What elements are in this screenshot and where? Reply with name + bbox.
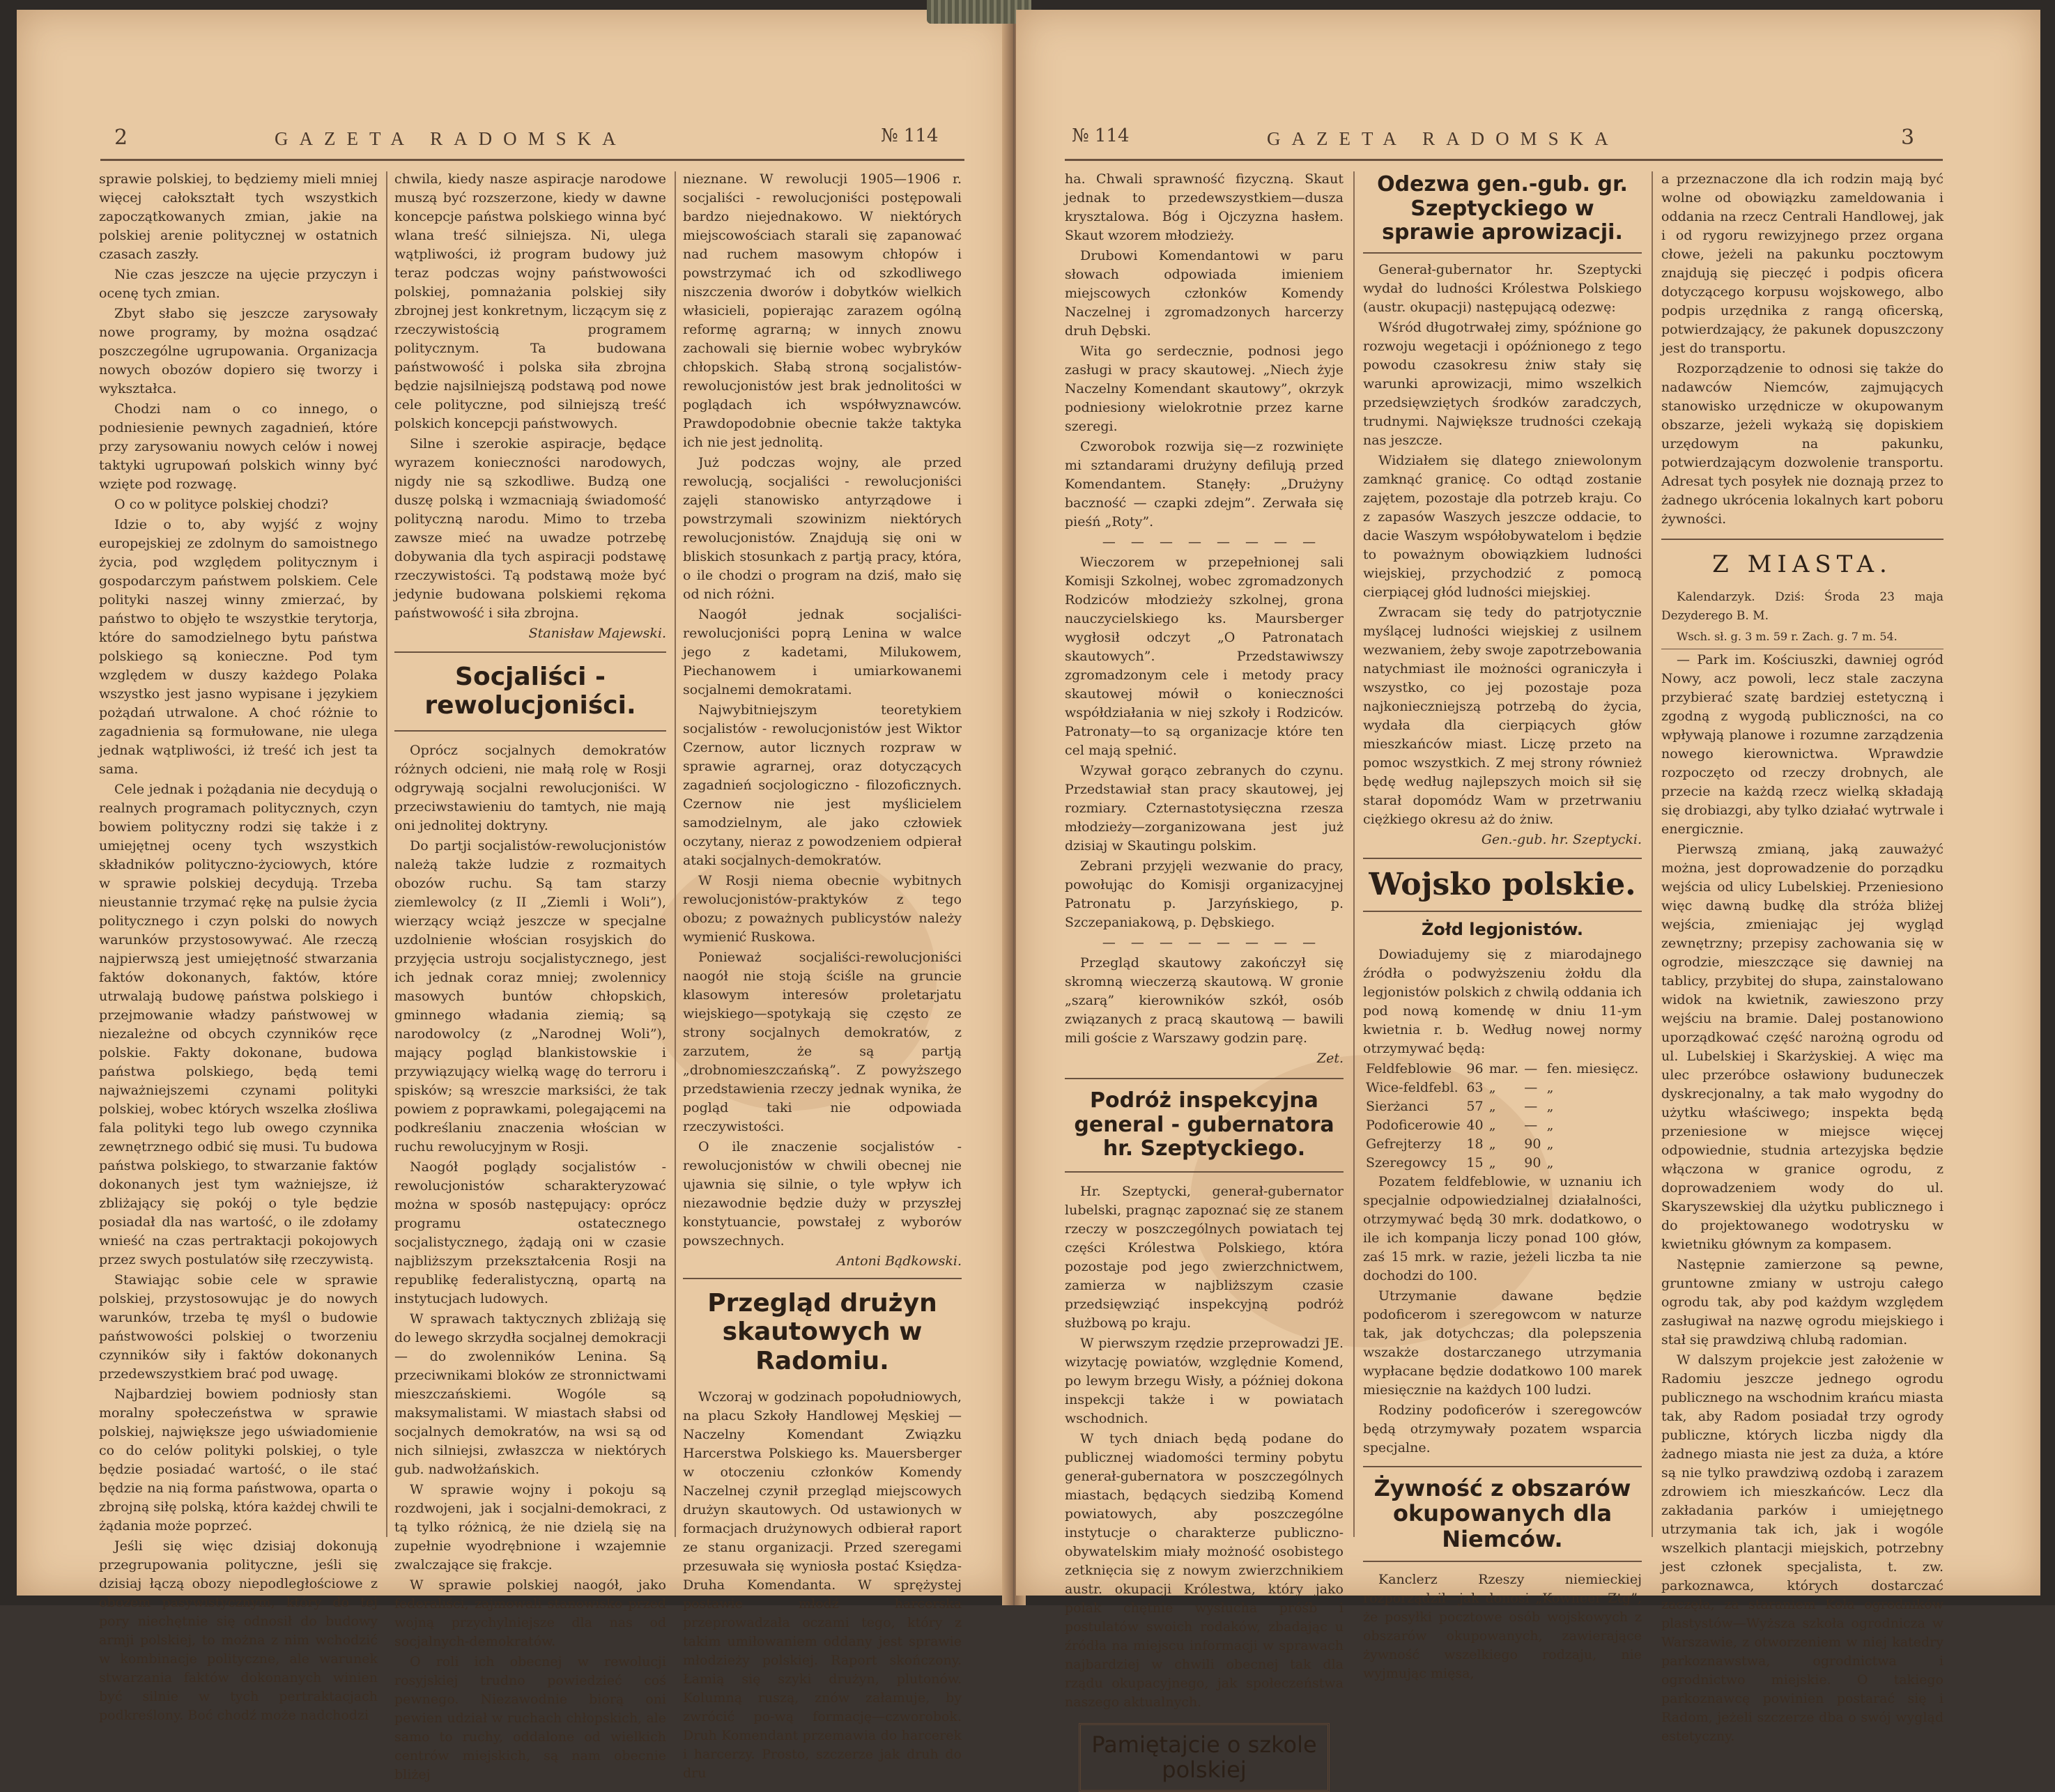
paragraph: Oprócz socjalnych demokratów różnych odcieni, nie małą rolę w Rosji odgrywają socjalni rewolucjoniści. W przeciwstawieniu do tamtych, nie mają oni jednolitej doktryny. bbox=[394, 742, 666, 833]
pay-table-cell: 40 bbox=[1466, 1117, 1484, 1133]
author-signature: Antoni Bądkowski. bbox=[836, 1253, 962, 1269]
pay-table-row bbox=[1363, 1097, 1642, 1116]
boxed-notice: Pamiętajcie o szkole polskiej bbox=[1091, 1731, 1317, 1784]
paragraph: Dowiadujemy się z miarodajnego źródła o podwyższeniu żołdu dla legjonistów polskich z chwilą oddania ich pod nową komendę w dniu 11-ym kwietnia r. b. Według nowej normy otrzymywać będą: bbox=[1363, 946, 1642, 1056]
page-number: 3 bbox=[1901, 125, 1915, 150]
section-separator: — — — — — — — — bbox=[1102, 935, 1322, 950]
paragraph: chwila, kiedy nasze aspiracje narodowe muszą być rozszerzone, kiedy w dawne koncepcje państwa polskiego winna być wlana treść silniejsza. Ni, ulega wątpliwości, iż program budowy już teraz podczas wojny państwowości polskiej, pomnażania polskiej siły zbrojnej jest konkretnym, liczącym się z rzeczywistością programem politycznym. Ta budowana państwowość i polska siła zbrojna będzie najsilniejszą podstawą pod nowe cele polityczne, pod silniejszą treść polskich koncepcji państwowych. bbox=[394, 171, 666, 431]
article-heading: Socjaliści - rewolucjoniści. bbox=[424, 663, 636, 720]
paragraph: Idzie o to, aby wyjść z wojny europejskiej ze zdolnym do samoistnego życia, pod względem politycznym i gospodarczym państwem polskiem. Cele polityki naszej winny zmierzać, by państwo to objęło te wszystkie terytorja, które do samodzielnego bytu państwa polskiego są konieczne. Pod tym względem w duszy każdego Polaka wszystko jest jasno wypisane i językiem pożądań utrwalone. A choć różnie to zagadnienia są formułowane, nie ulega jednak wątpliwości, iż treść ich jest ta sama. bbox=[99, 517, 378, 777]
page-number: 2 bbox=[114, 125, 128, 150]
pay-table-cell: 63 bbox=[1466, 1079, 1484, 1095]
header-rule bbox=[1065, 159, 1943, 161]
pay-table-cell: 90 bbox=[1524, 1154, 1541, 1171]
left-page bbox=[17, 10, 1012, 1782]
pay-table-cell: „ bbox=[1546, 1098, 1554, 1114]
paragraph: Wśród długotrwałej zimy, spóźnione go rozwoju wegetacji i opóźnionego z tego powodu czasokresu żniw stały się warunki aprowizacji, mimo wszelkich przedsięwziętych środków zaradczych, trudnymi. Największe trudności czekają nas jeszcze. bbox=[1363, 319, 1642, 448]
paragraph: Do partji socjalistów-rewolucjonistów należą także ludzie z rozmaitych obozów ruchu. Są tam starzy ziemlewolcy (z II „Ziemli i Woli”), wierzący wciąż jeszcze w specjalne uzdolnienie włościan rosyjskich do przyjęcia ustroju socjalistycznego, jest ich jednak coraz mniej; zwolennicy masowych buntów chłopskich, gminnego władania ziemią; są narodowolcy (z „Narodnej Woli”), mający pogląd blankistowskie i przywiązujący wielką wagę do terroru i spisków; są wreszcie marksiści, że tak powiem z poprawkami, polegającemi na podkreślaniu znaczenia włościan w ruchu rewolucyjnym w Rosji. bbox=[394, 837, 666, 1154]
paragraph: Najwybitniejszym teoretykiem socjalistów - rewolucjonistów jest Wiktor Czernow, autor licznych rozpraw w sprawie agrarnej, oraz dotyczących zagadnień socjologiczno - filozoficznych. Czernow nie jest myślicielem samodzielnym, ale jako człowiek oczytany, nieraz z powodzeniem odpierał ataki socjalnych-demokratów. bbox=[683, 702, 962, 868]
pay-table-cell: „ bbox=[1488, 1098, 1496, 1114]
author-signature: Zet. bbox=[1316, 1051, 1344, 1066]
pay-table-cell: Sierżanci bbox=[1366, 1098, 1429, 1114]
paragraph: ha. Chwali sprawność fizyczną. Skaut jednak to przedewszystkiem—dusza krysztalowa. Bóg i Ojczyzna hasłem. Skaut wzorem młodzieży. bbox=[1065, 171, 1344, 243]
right-column-1 bbox=[1065, 170, 1344, 1792]
issue-number: № 114 bbox=[881, 125, 939, 146]
pay-table-cell: 15 bbox=[1466, 1154, 1484, 1171]
section-heading: Z MIASTA. bbox=[1712, 550, 1893, 578]
paragraph: Pierwszą zmianą, jaką zauważyć można, jest doprowadzenie do porządku wejścia od ulicy Lubelskiej. Przeniesiono więc dawną budkę dla stróża bliżej wejścia, zmieniając jej wygląd zewnętrzny; przepisy zachowania się w ogrodzie, mieszczące się dawniej na tablicy, przybitej do słupa, zainstalowano widok na kwietnik, zawieszono przy wejściu na bramie. Dalej postanowiono uporządkować część narożną ogrodu od ul. Lubelskiej i Skarżyskiej. A więc ma ulec przeróbce osławiony buduneczek dyskrecjonalny, a tak mało wygodny do użytku właściwego; inspekta będą przeniesione w miejsce więcej odpowiednie, studnia artezyjska będzie włączona w granice ogrodu, z doprowadzeniem wody do ul. Skaryszewskiej dla użytku publicznego i do projektowanego wodotrysku w kwietniku głównym za kompasem. bbox=[1661, 842, 1944, 1253]
pay-table-row bbox=[1363, 1079, 1642, 1097]
pay-table bbox=[1363, 1060, 1642, 1173]
pay-table-cell: „ bbox=[1488, 1136, 1496, 1152]
pay-table-cell: 57 bbox=[1466, 1098, 1484, 1114]
left-column-2 bbox=[394, 170, 666, 1786]
sunrise-line: Wsch. sł. g. 3 m. 59 r. Zach. g. 7 m. 54. bbox=[1661, 627, 1944, 649]
calendar-line: Kalendarzyk. Dziś: Środa 23 maja Dezyderego B. M. bbox=[1661, 590, 1944, 624]
paragraph: Naogół jednak socjaliści-rewolucjoniści poprą Lenina w walce jego z kadetami, Milukowem, Piechanowem i umiarkowanemi socjalnemi demokratami. bbox=[683, 607, 962, 697]
pay-table-cell: Szeregowcy bbox=[1366, 1154, 1447, 1171]
paragraph: sprawie polskiej, to będziemy mieli mniej więcej całokształt tych wszystkich zapoczątkowanych zmian, jakie na polskiej arenie politycznej w ostatnich czasach zaszły. bbox=[99, 171, 378, 262]
pay-table-cell: Podoficerowie bbox=[1366, 1117, 1461, 1133]
paragraph: Kanclerz Rzeszy niemieckiej rozporządził—jak donosi „Kowneer Ztg”, że posyłki pocztowe osób wojskowych z obszarów okupowanych, zawierające żywność wszelkiego rodzaju, nie wyjmując mięsa, bbox=[1363, 1572, 1642, 1682]
paragraph: a przeznaczone dla ich rodzin mają być wolne od obowiązku zameldowania i oddania na rzecz Centrali Handlowej, jak i od rygoru rewizyjnego przez organa cłowe, jeżeli na pakunku pocztowym znajdują się pieczęć i podpis oficera dotyczącego korpusu wojskowego, albo podpis urzędnika z rangą oficerską, potwierdzający, że pakunek dopuszczony jest do transportu. bbox=[1661, 171, 1944, 356]
pay-table-row bbox=[1363, 1154, 1642, 1173]
left-column-1 bbox=[99, 170, 378, 1727]
author-signature: Stanisław Majewski. bbox=[528, 626, 666, 641]
pay-table-cell: — bbox=[1524, 1098, 1538, 1114]
paragraph: Jeśli się więc dzisiaj dokonują przegrupowania polityczne, jeśli się dzisiaj łączą obozy niepodległościowe z obozem pasywistycznym, który do tej pory niechętnie się odnosił do budowy armji polskiej, to można z nim wchodzić w kombinacje polityczne, ale warunek stwarzania faktów dokonanych winien być silnie w tych pertraktacjach podkreślony. Boć chodź może nadchodzi bbox=[99, 1538, 378, 1723]
right-column-2 bbox=[1363, 170, 1642, 1685]
paragraph: — Park im. Kościuszki, dawniej ogród Nowy, acz powoli, lecz stale zaczyna przybierać szatę bardziej estetyczną i zgodną z wygodą publiczności, na co wpływają planowe i rozumne zarządzenia nowego kierownictwa. Wprawdzie rozpoczęto od rzeczy drobnych, ale przecie na każdą rzecz wielką składają się drobiazgi, aby tylko działać wytrwale i energicznie. bbox=[1661, 652, 1944, 837]
paragraph: O ile znaczenie socjalistów - rewolucjonistów w chwili obecnej nie ujawnia się silnie, o tyle wpływ ich niezawodnie będzie duży w przyszłej konstytuancie, powstałej z wyborów powszechnych. bbox=[683, 1139, 962, 1249]
pay-table-cell: mar. bbox=[1488, 1060, 1519, 1076]
paragraph: Ponieważ socjaliści-rewolucjoniści naogół nie stoją ściśle na gruncie klasowym interesów proletarjatu wiejskiego—spotykają się często ze strony socjalnych demokratów, z zarzutem, że są partją „drobnomieszczańską”. Z powyższego przedstawienia rzeczy jednak wynika, że pogląd taki nie odpowiada rzeczywistości. bbox=[683, 950, 962, 1134]
paragraph: Czworobok rozwija się—z rozwinięte mi sztandarami drużyny defilują przed Komendantem. Stanęły: „Drużyny baczność — czapki zdejm”. Zerwała się pieśń „Roty”. bbox=[1065, 439, 1344, 530]
paragraph: W Rosji niema obecnie wybitnych rewolucjonistów-praktyków z tego obozu; z poważnych publicystów należy wymienić Ruskowa. bbox=[683, 873, 962, 945]
pay-table-cell: „ bbox=[1546, 1154, 1554, 1171]
header-rule bbox=[100, 159, 964, 161]
paragraph: Zebrani przyjęli wezwanie do pracy, powołując do Komisji organizacyjnej Patronatu p. Jarzyńskiego, p. Szczepaniakową, p. Dębskiego. bbox=[1065, 858, 1344, 930]
paragraph: O roli ich obecnej w rewolucji rosyjskiej trudno powiedzieć coś pewnego. Niezawodnie biorą oni pewien udział w ruchach chłopskich, ale samo to ruchy, oddalone od wielkich centrów miejskich, są nam obecnie bliżej bbox=[394, 1653, 666, 1782]
right-column-3 bbox=[1661, 170, 1944, 1747]
column-rule bbox=[386, 171, 387, 1537]
paragraph: Hr. Szeptycki, generał-gubernator lubelski, pragnąc zapoznać się ze stanem rzeczy w poszczególnych powiatach tej części Królestwa Polskiego, która pozostaje pod jego zwierzchnictwem, zamierza w najbliższym czasie przedsięwziąć inspekcyjną podróż służbową po kraju. bbox=[1065, 1183, 1344, 1331]
paragraph: Chodzi nam o co innego, o podniesienie pewnych zagadnień, które przy zarysowaniu nowych celów i nowej taktyki ugrupowań polskich winny być wzięte pod rozwagę. bbox=[99, 401, 378, 492]
paragraph: nieznane. W rewolucji 1905—1906 r. socjaliści - rewolucjoniści postępowali bardzo niejednakowo. W niektórych miejscowościach starali się zapanować nad ruchem masowym chłopów i powstrzymać ich od szkodliwego niszczenia dworów i dobytków wielkich własicieli, popierając zarazem ogólną reformę agrarną; w innych znowu zachowali się biernie wobec wybryków chłopskich. Słabą stroną socjalistów-rewolucjonistów jest brak jednolitości w poglądach ich współwyznawców. Prawdopodobnie obecnie także taktyka ich nie jest jednolitą. bbox=[683, 171, 962, 450]
paragraph: Silne i szerokie aspiracje, będące wyrazem konieczności narodowych, nigdy nie są szkodliwe. Budzą one duszę polską i wzmacniają świadomość polityczną narodu. Mimo to trzeba zawsze mieć na uwadze potrzebę dobywania dla tych aspiracji podstawę rzeczywistości. Tą podstawą może być jedynie budowana polskiemi rękoma państwowość i siła zbrojna. bbox=[394, 436, 666, 621]
paragraph: Wita go serdecznie, podnosi jego zasługi w pracy skautowej. „Niech żyje Naczelny Komendant skautowy”, okrzyk podniesiony wielokrotnie przez karne szeregi. bbox=[1065, 343, 1344, 434]
article-heading: Podróż inspekcyjna general - gubernatora hr. Szeptyckiego. bbox=[1074, 1088, 1334, 1161]
paragraph: Zbyt słabo się jeszcze zarysowały nowe programy, by można osądzać poszczególne ugrupowania. Organizacja nowych obozów dopiero się tworzy i wykształca. bbox=[99, 306, 378, 396]
paragraph: Rodziny podoficerów i szeregowców będą otrzymywały pozatem wsparcia specjalne. bbox=[1363, 1402, 1642, 1455]
paragraph: Najbardziej bowiem podniosły stan moralny społeczeństwa w sprawie polskiej, największe jego uświadomienie co do celów polityki polskiej, o tyle będzie posiadać wartość, o ile stać będzie na nią forma państwowa, oparta o zbrojną siłę polską, która każdej chwili te żądania może poprzeć. bbox=[99, 1387, 378, 1534]
paragraph: W pierwszym rzędzie przeprowadzi JE. wizytację powiatów, względnie Komend, po lewym brzegu Wisły, a później dokona inspekcji także i w powiatach wschodnich. bbox=[1065, 1335, 1344, 1426]
pay-table-cell: „ bbox=[1546, 1117, 1554, 1133]
pay-table-row bbox=[1363, 1060, 1642, 1079]
paragraph: Nie czas jeszcze na ujęcie przyczyn i ocenę tych zmian. bbox=[99, 267, 378, 301]
paragraph: Następnie zamierzone są pewne, gruntowne zmiany w ustroju całego ogrodu tak, aby pod każdym względem zasługiwał na nazwę ogrodu miejskiego i stał się prawdziwą chlubą radomian. bbox=[1661, 1257, 1944, 1348]
paragraph: W sprawie wojny i pokoju są rozdwojeni, jak i socjalni-demokraci, z tą tylko różnicą, że nie dzielą się na zupełnie wyodrębnione i wzajemnie zwalczające się frakcje. bbox=[394, 1481, 666, 1573]
pay-table-row bbox=[1363, 1135, 1642, 1154]
pay-table-cell: „ bbox=[1488, 1117, 1496, 1133]
paragraph: Przegląd skautowy zakończył się skromną wieczerzą skautową. W gronie „szarą” kierowników szkół, osób związanych z pracą skautową — bawili mili goście z Warszawy godzin parę. bbox=[1065, 955, 1344, 1046]
masthead-title: GAZETA RADOMSKA bbox=[1267, 128, 1619, 149]
pay-table-cell: Feldfeblowie bbox=[1366, 1060, 1452, 1076]
paragraph: Wieczorem w przepełnionej sali Komisji Szkolnej, wobec zgromadzonych Rodziców młodzieży szkolnej, grona nauczycielskiego ks. Maursberger wygłosił odczyt „O Patronatach skautowych”. Przedstawiwszy zgromadzonym cele i metody pracy skautowej mówił o konieczności współdziałania w niej szkoły i Rodziców. Patronaty—to są organizacje które ten cel mają spełnić. bbox=[1065, 555, 1344, 758]
paragraph: Rozporządzenie to odnosi się także do nadawców Niemców, zajmujących stanowisko urzędnicze w okupowanym obszarze, jeżeli wykażą się dopiskiem urzędowym na pakunku, potwierdzającym dozwolenie transportu. Adresat tych posyłek nie doznają przez to żadnego ukrócenia lokalnych kart poboru żywności. bbox=[1661, 361, 1944, 527]
article-heading: Żywność z obszarów okupowanych dla Niemców. bbox=[1373, 1474, 1631, 1553]
pay-table-cell: „ bbox=[1488, 1079, 1496, 1095]
article-heading: Przegląd drużyn skautowych w Radomiu. bbox=[707, 1289, 937, 1375]
paragraph: Drubowi Komendantowi w paru słowach odpowiada imieniem miejscowych członków Komendy Naczelnej i zgromadzonych harcerzy druh Dębski. bbox=[1065, 248, 1344, 339]
paragraph: Utrzymanie dawane będzie podoficerom i szeregowcom w naturze tak, jak dotychczas; dla polepszenia wszakże dostarczanego utrzymania wypłacane będzie dodatkowo 100 marek miesięcznie na każdych 100 ludzi. bbox=[1363, 1288, 1642, 1398]
paragraph: Wzywał gorąco zebranych do czynu. Przedstawiał stan pracy skautowej, jej rozmiary. Czternastotysięczna rzesza młodzieży—zorganizowana jest już dzisiaj w Skautingu polskim. bbox=[1065, 763, 1344, 853]
pay-table-cell: 90 bbox=[1524, 1136, 1541, 1152]
article-heading: Odezwa gen.-gub. gr. Szeptyckiego w sprawie aprowizacji. bbox=[1377, 172, 1628, 245]
right-page bbox=[1016, 10, 2040, 1784]
pay-table-cell: Gefrejterzy bbox=[1366, 1136, 1442, 1152]
section-separator: — — — — — — — — bbox=[1102, 534, 1322, 550]
pay-table-cell: „ bbox=[1546, 1079, 1554, 1095]
left-column-3 bbox=[683, 170, 962, 1784]
pay-table-cell: — bbox=[1524, 1079, 1538, 1095]
paragraph: W dalszym projekcie jest założenie w Radomiu jeszcze jednego ogrodu publicznego na wschodnim krańcu miasta tak, aby Radom posiadał trzy ogrody publiczne, których liczba nigdy dla żadnego miasta nie jest za duża, a które są nie tylko prawdziwą ozdobą i zarazem zdrowiem ich mieszkańców. Lecz dla zakładania parków i umiejętnego utrzymania tak ich, jak i wogóle wszelkich plantacji miejskich, potrzebny jest członek specjalista, t. zw. parkoznawca, których dostarczać zaczęła, za staraniem Koła ogrodników plastystów—Wyższa szkoła ogrodnicza w Warszawie, z otworzeniem w niej katedry parkoznawstwa, ogrodnictwa i ogrodnictwo miejskie. O takiego parkoznawcę powinien postarać się i Radom, jeżeli szczerze dba o swój wygląd estetyczny. bbox=[1661, 1352, 1944, 1745]
pay-table-cell: 96 bbox=[1466, 1060, 1484, 1076]
paragraph: W sprawie polskiej naogół, jako federaliści, zajmowali stanowisko przed wojną przychylniejsze dla nas od socjalnych-demokratów. bbox=[394, 1577, 666, 1649]
column-rule bbox=[675, 171, 676, 1537]
pay-table-cell: „ bbox=[1546, 1136, 1554, 1152]
author-signature: Gen.-gub. hr. Szeptycki. bbox=[1481, 831, 1642, 847]
pay-table-cell: fen. miesięcz. bbox=[1546, 1060, 1639, 1076]
issue-number: № 114 bbox=[1072, 125, 1130, 146]
paragraph: O co w polityce polskiej chodzi? bbox=[114, 497, 329, 512]
paragraph: W sprawach taktycznych zbliżają się do lewego skrzydła socjalnej demokracji — do zwolenników Lenina. Są przeciwnikami bloków ze stronnictwami mieszczańskiemi. Wogóle są maksymalistami. W miastach słabsi od socjalnych demokratów, na wsi są od nich silniejsi, zwłaszcza w niektórych gub. nadwołżańskich. bbox=[394, 1311, 666, 1477]
pay-table-row bbox=[1363, 1116, 1642, 1135]
paragraph: Cele jednak i pożądania nie decydują o realnych programach politycznych, czyn bowiem polityczny rodzi się także i z umiejętnej oceny tych wszystkich składników polityczno-życiowych, które w sprawie polskiej decydują. Trzeba nieustannie trzymać rękę na pulsie życia politycznego i czyn polski do nowych warunków przystosowywać. Ale rzeczą najpierwszą jest umiejętność stwarzania faktów dokonanych, faktów, które utrwalają budowę państwa polskiego i przejmowanie władzy państwowej w niezależne od obcych czynników ręce polskie. Fakty dokonane, budowa państwa polskiego, będą temi najważniejszemi czynami polityki polskiej, wobec których wszelka złośliwa fala polityki tego lub owego czynnika zewnętrznego odbić się musi. Tu budowa państwa polskiego, to stwarzanie faktów dokonanych jest tym ważniejsze, iż zbliżający się pokój o tyle będzie posiadał dla nas wartość, o ile zdołamy wnieść na czas pertraktacji pokojowych przez swych postulatów siłę rzeczywistą. bbox=[99, 782, 378, 1267]
section-heading: Wojsko polskie. bbox=[1369, 866, 1636, 902]
paragraph: Generał-gubernator hr. Szeptycki wydał do ludności Królestwa Polskiego (austr. okupacji) następującą odezwę: bbox=[1363, 261, 1642, 315]
paragraph: Pozatem feldfeblowie, w uznaniu ich specjalnie odpowiedzialnej działalności, otrzymywać będą 30 mrk. dodatkowo, o ile ich kompanja liczy ponad 100 głów, zaś 15 mrk. w razie, jeżeli liczba ta nie dochodzi do 100. bbox=[1363, 1173, 1642, 1283]
paragraph: Już podczas wojny, ale przed rewolucją, socjaliści - rewolucjoniści zajęli stanowisko antyrządowe i powstrzymali szowinizm niektórych rewolucjonistów. Znajdują się oni w bliskich stosunkach z partją pracy, która, o ile chodzi o program na dziś, mało się od nich różni. bbox=[683, 455, 962, 602]
column-rule bbox=[1652, 171, 1653, 1537]
paragraph: Stawiając sobie cele w sprawie polskiej, przystosowując je do nowych warunków, trzeba tę myśl o budowie państwowości polskiej o tworzeniu czynników siły i faktów dokonanych przedewszystkiem brać pod uwagę. bbox=[99, 1272, 378, 1382]
pay-table-cell: — bbox=[1524, 1117, 1538, 1133]
paragraph: Naogół poglądy socjalistów - rewolucjonistów scharakteryzować można w sposób następujący: oprócz programu ostatecznego socjalistycznego, żądają oni w czasie najbliższym przekształcenia Rosji na republikę federalistyczną, opartą na instytucjach ludowych. bbox=[394, 1159, 666, 1306]
masthead-title: GAZETA RADOMSKA bbox=[275, 128, 627, 149]
pay-table-cell: — bbox=[1524, 1060, 1538, 1076]
column-rule bbox=[1353, 171, 1355, 1537]
paragraph: Widziałem się dlatego zniewolonym zamknąć granicę. Co odtąd zostanie zajętem, pozostaje dla potrzeb kraju. Co z zapasów Waszych jeszcze oddacie, to dacie Waszym współobywatelom i będzie to poważnym obowiązkiem ludności wiejskiej, przychodzić z pomocą cierpiącej głód ludności miejskiej. bbox=[1363, 452, 1642, 600]
pay-table-cell: 18 bbox=[1466, 1136, 1484, 1152]
pay-table-cell: „ bbox=[1488, 1154, 1496, 1171]
paragraph: Zwracam się tedy do patrjotycznie myślącej ludności wiejskiej z usilnem wezwaniem, żeby swoje zapotrzebowania natychmiast ile możności ograniczyła i wszystko, co jej pozostaje poza najkonieczniejszą potrzebą do życia, wydała dla cierpiących głów mieszkańców miast. Liczę przeto na pomoc wszystkich. Z mej strony również będę według najlepszych moich sił się starał dopomódz Wam w przetrwaniu ciężkiego okresu aż do żniw. bbox=[1363, 604, 1642, 827]
article-subheading: Żołd legjonistów. bbox=[1421, 920, 1584, 940]
pay-table-cell: Wice-feldfebl. bbox=[1366, 1079, 1458, 1095]
paragraph: Wczoraj w godzinach popołudniowych, na placu Szkoły Handlowej Męskiej — Naczelny Komendant Związku Harcerstwa Polskiego ks. Mauersberger w otoczeniu członków Komendy Naczelnej czynił przegląd miejscowych drużyn skautowych. Od ustawionych w formacjach drużynowych odbierał raport ze stanu organizacji. Przed szeregami przesuwała się wyniosła postać Księdza-Druha Komendanta. W sprężystej postawie młodź harcerska przeprowadzała oczami tego, który z takim umiłowaniem oddany jest sprawie młodzieży polskiej. Raport skończony. Łamią się szyki drużyn, plutonów. Kolumną ruszą, znów załamuje, by zwrócić po-wą formację—czworobok. Druh Komendant przemawia do harcerek i harcerzy. Prosto, szczerze jak druh do dru bbox=[683, 1389, 962, 1782]
paragraph: W tych dniach będą podane do publicznej wiadomości terminy pobytu generał-gubernatora w poszczególnych miastach, będących siedzibą Komend powiatowych, aby poszczególne instytucje o charakterze publiczno-obywatelskim miały możność osobistego zetknięcia się z nowym zwierzchnikiem austr. okupacji Królestwa, który jako polak chętnie wysłucha próśb i postulatów swoich rodaków, zbadając u źródła na miejscu informacji w sprawach najbardziej w chwili obecnej tak dla rządu okupacyjnego, jak społeczeństwa naszego aktualnych. bbox=[1065, 1430, 1344, 1710]
